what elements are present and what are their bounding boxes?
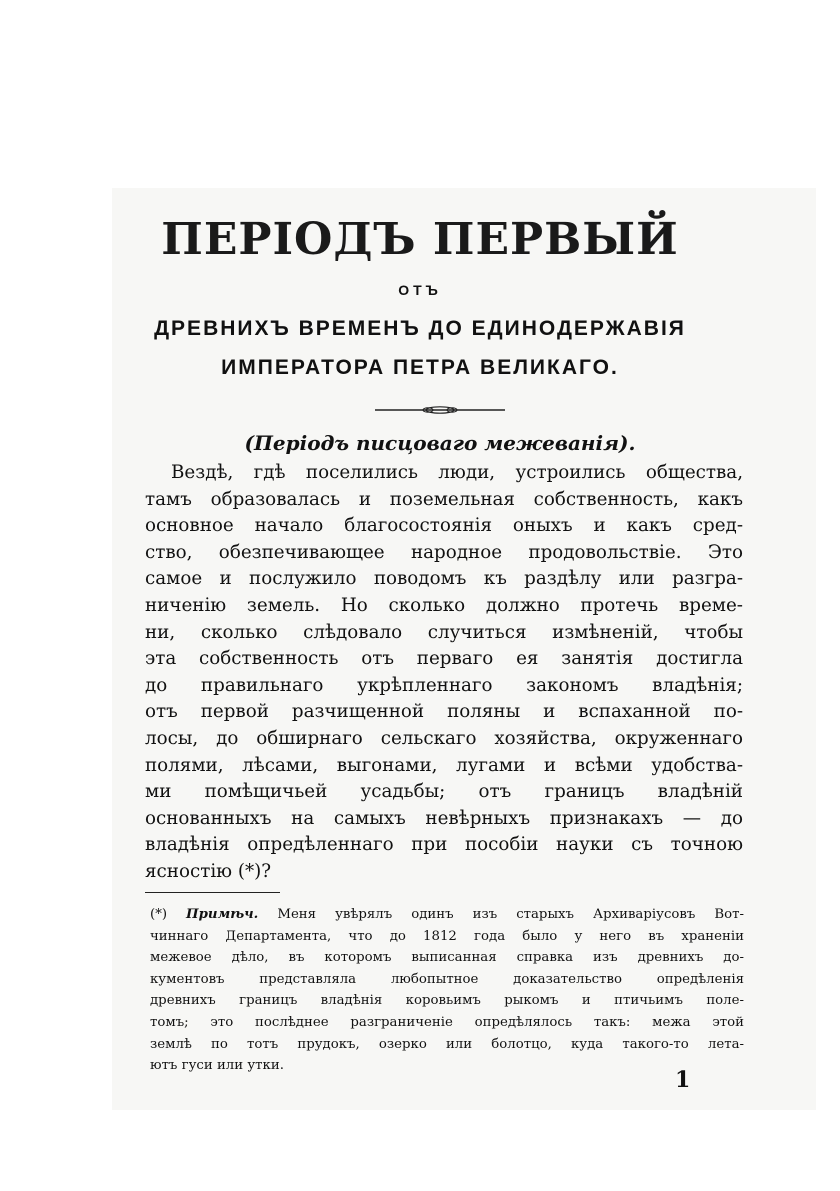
body-line: основанныхъ на самыхъ невѣрныхъ признакахъ — до xyxy=(145,807,743,829)
body-line: владѣнія опредѣленнаго при пособіи науки съ точною xyxy=(145,834,743,856)
body-line: тамъ образовалась и поземельная собственность, какъ xyxy=(145,488,743,510)
footnote-line: межевое дѣло, въ которомъ выписанная справка изъ древнихъ до- xyxy=(150,950,744,966)
footnote-line: ютъ гуси или утки. xyxy=(150,1058,284,1074)
footnote-rule xyxy=(145,892,280,893)
footnote-lead: Примѣч. xyxy=(186,907,259,922)
footnote-mark: (*) xyxy=(150,907,168,922)
title-preposition: ОТЪ xyxy=(398,282,442,298)
footnote-text: Меня увѣрялъ одинъ изъ старыхъ Архиваріусовъ Вот- xyxy=(277,907,744,922)
footnote-line xyxy=(150,904,744,926)
body-line: эта собственность отъ перваго ея занятія достигла xyxy=(145,648,743,670)
body-line: самое и послужило поводомъ къ раздѣлу или разгра- xyxy=(145,568,743,590)
body-line: полями, лѣсами, выгонами, лугами и всѣми удобства- xyxy=(145,754,743,776)
body-line: Вездѣ, гдѣ поселились люди, устроились общества, xyxy=(171,462,743,483)
footnote-line: землѣ по тотъ прудокъ, озерко или болотцо, куда такого-то лета- xyxy=(150,1036,744,1052)
footnote-line: чиннаго Департамента, что до 1812 года было у него въ храненіи xyxy=(150,928,744,944)
body-line: ми помѣщичьей усадьбы; отъ границъ владѣній xyxy=(145,781,743,803)
footnote-line: древнихъ границъ владѣнія коровьимъ рыкомъ и птичьимъ поле- xyxy=(150,993,744,1009)
body-line: основное начало благосостоянія оныхъ и какъ сред- xyxy=(145,515,743,537)
body-line: ство, обезпечивающее народное продовольствіе. Это xyxy=(145,541,743,563)
body-line: ниченію земель. Но сколько должно протечь време- xyxy=(145,594,743,616)
main-paragraph xyxy=(145,460,743,886)
page-title: ПЕРІОДЪ ПЕРВЫЙ xyxy=(161,214,679,265)
page-number: 1 xyxy=(675,1067,691,1093)
body-line: лосы, до обширнаго сельскаго хозяйства, окруженнаго xyxy=(145,727,743,749)
footnote-line: томъ; это послѣднее разграниченіе опредѣлялось такъ: межа этой xyxy=(150,1014,744,1030)
subtitle-line-2: ИМПЕРАТОРА ПЕТРА ВЕЛИКАГО. xyxy=(221,356,619,379)
body-line: ни, сколько слѣдовало случиться измѣненій, чтобы xyxy=(145,621,743,643)
body-line: ясностію (*)? xyxy=(145,860,272,882)
body-line: до правильнаго укрѣпленнаго закономъ владѣнія; xyxy=(145,674,743,696)
footnote-line: кументовъ представляла любопытное доказательство опредѣленія xyxy=(150,971,744,987)
section-heading: (Періодъ писцоваго межеванія). xyxy=(244,431,636,455)
body-line: отъ первой разчищенной поляны и вспаханной по- xyxy=(145,701,743,723)
footnote xyxy=(150,904,744,1077)
subtitle-line-1: ДРЕВНИХЪ ВРЕМЕНЪ ДО ЕДИНОДЕРЖАВІЯ xyxy=(154,317,686,340)
ornament-divider xyxy=(375,404,505,416)
